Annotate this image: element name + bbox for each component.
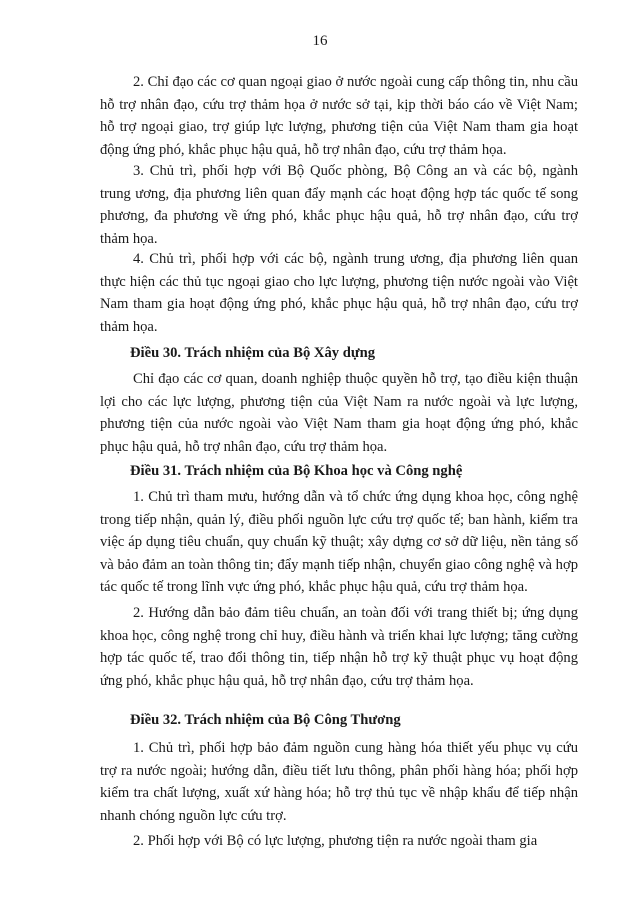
heading-article-30 bbox=[100, 342, 578, 365]
article-heading: Điều 32. Trách nhiệm của Bộ Công Thương bbox=[130, 712, 401, 728]
paragraph-article32-clause1 bbox=[100, 737, 578, 827]
heading-article-31 bbox=[100, 460, 578, 483]
article-heading: Điều 30. Trách nhiệm của Bộ Xây dựng bbox=[130, 345, 375, 361]
paragraph-text: 3. Chủ trì, phối hợp với Bộ Quốc phòng, Bộ Công an và các bộ, ngành trung ương, địa phương liên quan đẩy mạnh các hoạt động hợp tác quốc tế song phương, đa phương về ứng phó, khắc phục hậu quả, hỗ trợ nhân đạo, cứu trợ thảm họa. bbox=[100, 163, 578, 247]
paragraph-text: 4. Chủ trì, phối hợp với các bộ, ngành trung ương, địa phương liên quan thực hiện các thủ tục ngoại giao cho lực lượng, phương tiện nước ngoài vào Việt Nam tham gia hoạt động ứng phó, khắc phục hậu quả, hỗ trợ nhân đạo, cứu trợ thảm họa. bbox=[100, 251, 578, 335]
heading-article-32 bbox=[100, 709, 578, 732]
paragraph-article32-clause2 bbox=[100, 830, 578, 853]
paragraph-text: 2. Hướng dẫn bảo đảm tiêu chuẩn, an toàn đối với trang thiết bị; ứng dụng khoa học, công nghệ trong chỉ huy, điều hành và triển khai lực lượng; tăng cường hợp tác quốc tế, trao đổi thông tin, tiếp nhận hỗ trợ kỹ thuật phục vụ hoạt động ứng phó, khắc phục hậu quả, hỗ trợ nhân đạo, cứu trợ thảm họa. bbox=[100, 605, 578, 689]
paragraph-text: Chỉ đạo các cơ quan, doanh nghiệp thuộc quyền hỗ trợ, tạo điều kiện thuận lợi cho các lực lượng, phương tiện của Việt Nam ra nước ngoài và lực lượng, phương tiện của nước ngoài vào Việt Nam tham gia hoạt động ứng phó, khắc phục hậu quả, hỗ trợ nhân đạo, cứu trợ thảm họa. bbox=[100, 371, 578, 455]
paragraph-text: 1. Chủ trì, phối hợp bảo đảm nguồn cung hàng hóa thiết yếu phục vụ cứu trợ ra nước ngoài; hướng dẫn, điều tiết lưu thông, phân phối hàng hóa; phối hợp kiểm tra chất lượng, xuất xứ hàng hóa; hỗ trợ thủ tục về nhập khẩu để tiếp nhận nhanh chóng nguồn lực cứu trợ. bbox=[100, 740, 578, 824]
paragraph-text: 2. Phối hợp với Bộ có lực lượng, phương tiện ra nước ngoài tham gia bbox=[133, 833, 538, 849]
article-heading: Điều 31. Trách nhiệm của Bộ Khoa học và Công nghệ bbox=[130, 463, 463, 479]
paragraph-text: 2. Chỉ đạo các cơ quan ngoại giao ở nước ngoài cung cấp thông tin, nhu cầu hỗ trợ nhân đạo, cứu trợ thảm họa ở nước sở tại, kịp thời báo cáo về Việt Nam; hỗ trợ ngoại giao, trợ giúp lực lượng, phương tiện của Việt Nam tham gia hoạt động ứng phó, khắc phục hậu quả, hỗ trợ nhân đạo, cứu trợ thảm họa. bbox=[100, 74, 578, 158]
paragraph-article29-clause3 bbox=[100, 160, 578, 250]
paragraph-article31-clause2 bbox=[100, 602, 578, 692]
paragraph-article29-clause4 bbox=[100, 248, 578, 338]
paragraph-article29-clause2 bbox=[100, 71, 578, 161]
paragraph-article30 bbox=[100, 368, 578, 458]
page-number: 16 bbox=[312, 33, 328, 49]
paragraph-article31-clause1 bbox=[100, 486, 578, 599]
paragraph-text: 1. Chủ trì tham mưu, hướng dẫn và tổ chức ứng dụng khoa học, công nghệ trong tiếp nhận, quản lý, điều phối nguồn lực cứu trợ quốc tế; ban hành, kiểm tra việc áp dụng tiêu chuẩn, quy chuẩn kỹ thuật; xây dựng cơ sở dữ liệu, nền tảng số và bảo đảm an toàn thông tin; đẩy mạnh tiếp nhận, chuyển giao công nghệ và hợp tác quốc tế trong lĩnh vực ứng phó, khắc phục hậu quả, cứu trợ thảm họa. bbox=[100, 489, 578, 596]
